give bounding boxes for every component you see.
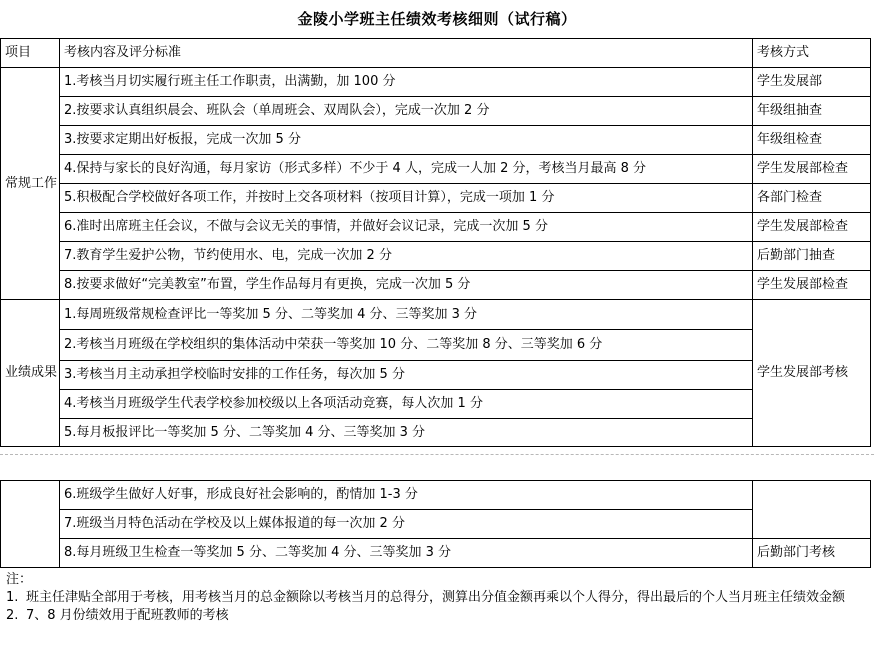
row-content: 8.按要求做好“完美教室”布置，学生作品每月有更换，完成一次加 5 分 [60, 271, 753, 300]
row-method: 学生发展部检查 [753, 155, 871, 184]
note-item [6, 607, 866, 625]
row-content: 2.考核当月班级在学校组织的集体活动中荣获一等奖加 10 分、二等奖加 8 分、三等奖加 6 分 [60, 330, 753, 361]
row-content: 1.每周班级常规检查评比一等奖加 5 分、二等奖加 4 分、三等奖加 3 分 [60, 300, 753, 330]
row-method: 学生发展部 [753, 68, 871, 97]
row-content: 7.班级当月特色活动在学校及以上媒体报道的每一次加 2 分 [60, 510, 753, 539]
category-performance: 业绩成果 [1, 300, 60, 447]
row-content: 1.考核当月切实履行班主任工作职责，出满勤，加 100 分 [60, 68, 753, 97]
row-method: 各部门检查 [753, 184, 871, 213]
row-method: 学生发展部检查 [753, 271, 871, 300]
note-number: 2. [6, 608, 19, 623]
document-title: 金陵小学班主任绩效考核细则（试行稿） [297, 10, 577, 28]
notes-section [6, 571, 866, 625]
table-row [1, 97, 871, 126]
row-content: 6.准时出席班主任会议，不做与会议无关的事情，并做好会议记录，完成一次加 5 分 [60, 213, 753, 242]
table-row [1, 213, 871, 242]
header-content: 考核内容及评分标准 [60, 39, 753, 68]
row-method: 年级组检查 [753, 126, 871, 155]
table-row [1, 510, 871, 539]
row-content: 5.积极配合学校做好各项工作，并按时上交各项材料（按项目计算），完成一项加 1 分 [60, 184, 753, 213]
row-content: 2.按要求认真组织晨会、班队会（单周班会、双周队会），完成一次加 2 分 [60, 97, 753, 126]
table-header-row [1, 39, 871, 68]
table-row [1, 539, 871, 568]
page-break-divider [0, 454, 874, 457]
row-content: 3.考核当月主动承担学校临时安排的工作任务，每次加 5 分 [60, 361, 753, 390]
table-row [1, 300, 871, 330]
row-content: 4.保持与家长的良好沟通，每月家访（形式多样）不少于 4 人，完成一人加 2 分，考核当月最高 8 分 [60, 155, 753, 184]
row-method-merged [753, 481, 871, 539]
table-row [1, 242, 871, 271]
table-row [1, 419, 871, 447]
category-routine-work: 常规工作 [1, 68, 60, 300]
note-text: 7、8 月份绩效用于配班教师的考核 [26, 608, 229, 623]
assessment-table [0, 38, 871, 447]
row-content: 8.每月班级卫生检查一等奖加 5 分、二等奖加 4 分、三等奖加 3 分 [60, 539, 753, 568]
row-content: 7.教育学生爱护公物，节约使用水、电，完成一次加 2 分 [60, 242, 753, 271]
notes-heading: 注： [6, 572, 33, 587]
row-method: 后勤部门考核 [753, 539, 871, 568]
table-row [1, 361, 871, 390]
table-row [1, 481, 871, 510]
row-content: 3.按要求定期出好板报，完成一次加 5 分 [60, 126, 753, 155]
category-cell-continued [1, 481, 60, 568]
assessment-table-continued [0, 480, 871, 568]
row-content: 6.班级学生做好人好事，形成良好社会影响的，酌情加 1-3 分 [60, 481, 753, 510]
table-row [1, 68, 871, 97]
table-row [1, 271, 871, 300]
table-row [1, 184, 871, 213]
table-row [1, 390, 871, 419]
table-row [1, 330, 871, 361]
row-method-merged: 学生发展部考核 [753, 300, 871, 447]
header-method: 考核方式 [753, 39, 871, 68]
row-content: 4.考核当月班级学生代表学校参加校级以上各项活动竞赛，每人次加 1 分 [60, 390, 753, 419]
note-item [6, 589, 866, 607]
header-item: 项目 [1, 39, 60, 68]
table-row [1, 155, 871, 184]
row-content: 5.每月板报评比一等奖加 5 分、二等奖加 4 分、三等奖加 3 分 [60, 419, 753, 447]
row-method: 后勤部门抽查 [753, 242, 871, 271]
table-row [1, 126, 871, 155]
row-method: 学生发展部检查 [753, 213, 871, 242]
row-method: 年级组抽查 [753, 97, 871, 126]
note-number: 1. [6, 590, 19, 605]
note-text: 班主任津贴全部用于考核，用考核当月的总金额除以考核当月的总得分，测算出分值金额再乘以个人得分，得出最后的个人当月班主任绩效金额 [26, 590, 846, 605]
